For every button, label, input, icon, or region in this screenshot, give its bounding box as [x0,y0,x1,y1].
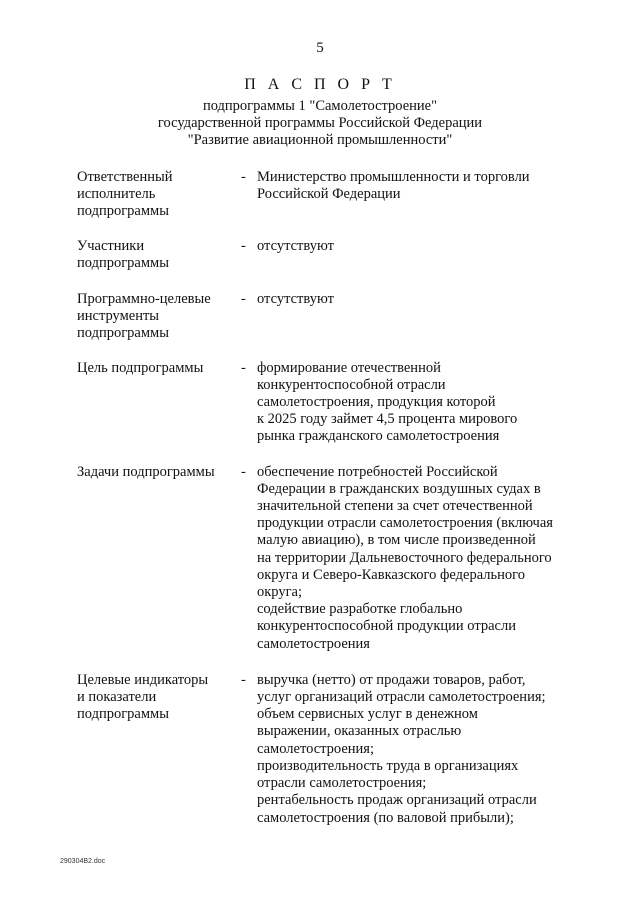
label-line: Ответственный [77,169,173,185]
label-line: Программно-целевые [77,291,211,308]
value-line: конкурентоспособной отрасли [257,376,446,393]
row-value [257,291,577,343]
value-line: конкурентоспособной продукции отрасли [257,618,516,635]
row-value [257,169,577,221]
value-line: формирование отечественной [257,359,441,376]
row-label [77,291,241,343]
passport-row-indicators [0,672,640,827]
row-value [257,360,577,446]
label-line: Целевые индикаторы [77,671,209,688]
row-value [257,464,577,653]
value-line: содействие разработке глобально [257,601,463,618]
value-line: рентабельность продаж организаций отрасли [257,792,537,809]
value-line: производительность труда в организациях [257,757,519,774]
value-line: объем сервисных услуг в денежном [257,706,478,723]
label-line: инструменты [77,308,160,325]
passport-row-responsible [0,169,640,221]
value-line: самолетостроения, продукция которой [257,394,496,411]
label-line: подпрограммы [77,203,169,220]
value-line: отсутствуют [257,237,334,254]
label-line: и показатели [77,689,157,706]
row-label [77,360,241,446]
value-line: Федерации в гражданских воздушных судах в [257,480,541,497]
row-dash: - [241,291,246,308]
value-line: Министерство промышленности и торговли [257,169,530,185]
row-dash: - [241,671,246,688]
label-line: Задачи подпрограммы [77,463,215,480]
value-line: выручка (нетто) от продажи товаров, работ, [257,671,526,688]
row-value [257,238,577,272]
footer-file-code: 290304B2.doc [60,858,106,865]
value-line: Российской Федерации [257,186,401,203]
subtitle-line: "Развитие авиационной промышленности" [187,132,453,148]
value-line: обеспечение потребностей Российской [257,463,498,480]
row-label [77,464,241,653]
value-line: округа и Северо-Кавказского федерального [257,566,525,583]
value-line: отрасли самолетостроения; [257,775,427,792]
row-value [257,672,577,827]
label-line: подпрограммы [77,706,169,723]
document-subtitle [0,98,640,149]
row-label [77,169,241,221]
label-line: исполнитель [77,186,156,203]
passport-row-participants [0,238,640,272]
row-dash: - [241,237,246,254]
row-dash: - [241,463,246,480]
label-line: Участники [77,237,145,254]
document-title: П А С П О Р Т [244,76,396,93]
label-line: подпрограммы [77,325,169,342]
value-line: отсутствуют [257,291,334,308]
value-line: значительной степени за счет отечественной [257,498,533,515]
value-line: самолетостроения [257,635,370,652]
row-label [77,238,241,272]
value-line: продукции отрасли самолетостроения (включая [257,515,553,532]
value-line: самолетостроения (по валовой прибыли); [257,809,514,826]
value-line: самолетостроения; [257,740,374,757]
subtitle-line: государственной программы Российской Федерации [157,115,483,131]
value-line: на территории Дальневосточного федерального [257,549,552,566]
row-label [77,672,241,827]
passport-table [0,169,640,827]
value-line: малую авиацию), в том числе произведенной [257,532,536,549]
row-dash: - [241,169,246,185]
label-line: подпрограммы [77,254,169,271]
value-line: к 2025 году займет 4,5 процента мирового [257,411,518,428]
value-line: рынка гражданского самолетостроения [257,428,500,445]
row-dash: - [241,359,246,376]
page-number: 5 [316,40,324,56]
label-line: Цель подпрограммы [77,359,204,376]
value-line: услуг организаций отрасли самолетостроения; [257,689,546,706]
value-line: выражении, оказанных отраслью [257,723,462,740]
passport-row-instruments [0,291,640,343]
value-line: округа; [257,584,303,601]
passport-row-goal [0,360,640,446]
passport-row-tasks [0,464,640,653]
subtitle-line: подпрограммы 1 "Самолетостроение" [202,98,438,114]
